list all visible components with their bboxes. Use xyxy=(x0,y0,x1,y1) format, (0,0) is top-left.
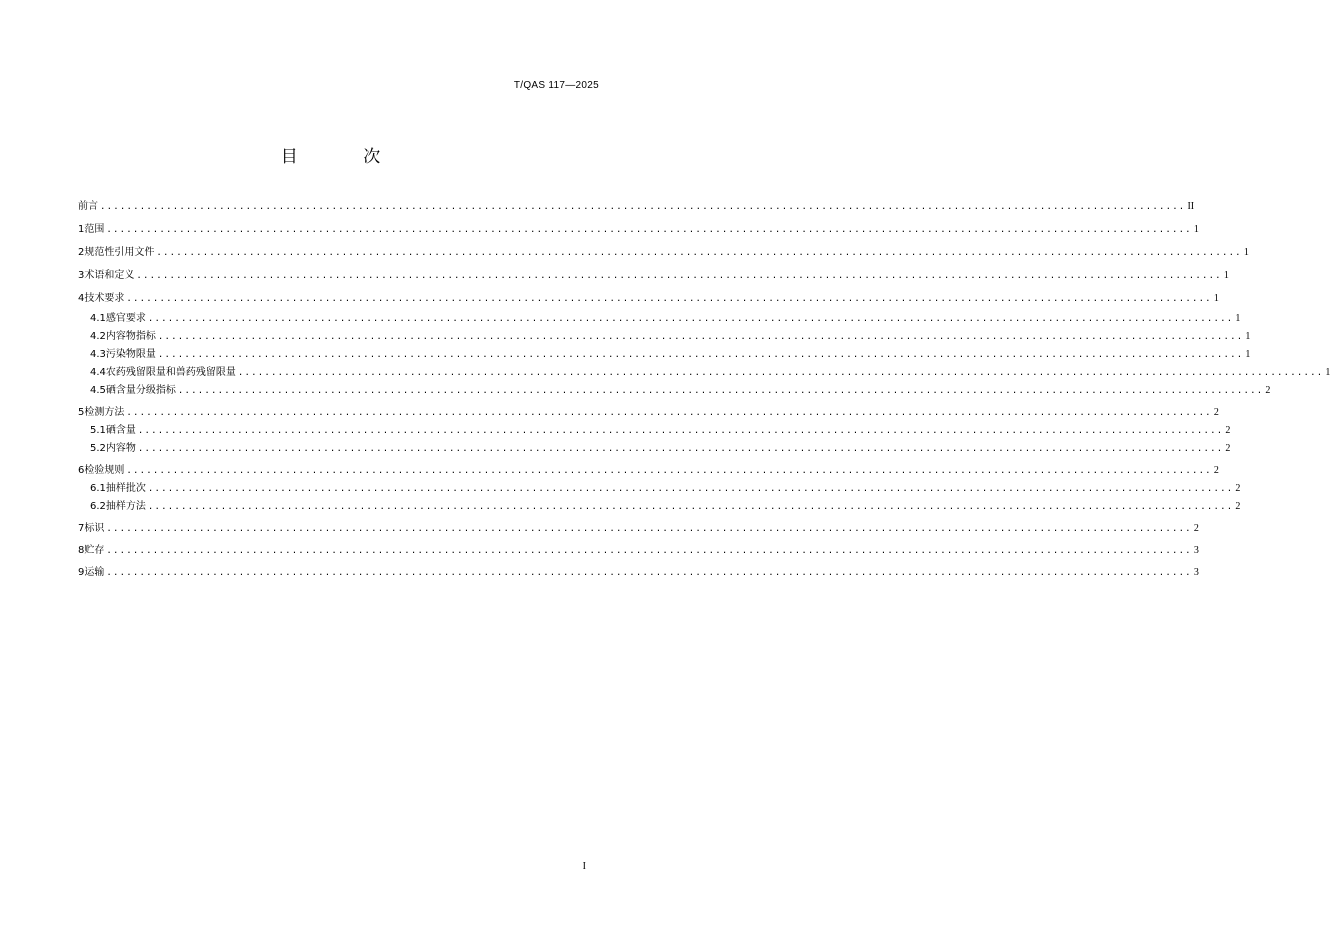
toc-entry[interactable] xyxy=(78,224,1199,236)
toc-entry-page: 1 xyxy=(1223,270,1229,281)
toc-entry[interactable] xyxy=(78,407,1219,419)
table-of-contents xyxy=(78,201,1330,579)
toc-entry-label: 抽样批次 xyxy=(105,483,146,494)
toc-entry-number: 5.2 xyxy=(90,443,106,454)
toc-entry[interactable] xyxy=(78,331,1251,343)
toc-entry-page: 2 xyxy=(1265,385,1271,396)
toc-entry-number: 4 xyxy=(78,293,85,304)
toc-entry-label: 范围 xyxy=(84,224,105,235)
toc-entry-page: 2 xyxy=(1225,443,1231,454)
toc-entry[interactable] xyxy=(78,270,1229,282)
toc-entry-page: 2 xyxy=(1225,425,1231,436)
page-title: 目 次 xyxy=(280,147,411,167)
toc-entry-label: 硒含量分级指标 xyxy=(105,385,176,396)
toc-entry-number: 5.1 xyxy=(90,425,106,436)
toc-entry-page: 1 xyxy=(1243,247,1249,258)
toc-entry-page: 3 xyxy=(1193,545,1199,556)
toc-leader-dots: .................................................................................................................................................................... xyxy=(126,408,1212,418)
toc-entry-page: 2 xyxy=(1235,501,1241,512)
toc-entry-page: 2 xyxy=(1193,523,1199,534)
toc-entry-label: 运输 xyxy=(84,567,105,578)
toc-entry-page: 2 xyxy=(1235,483,1241,494)
toc-leader-dots: .................................................................................................................................................................... xyxy=(126,294,1212,304)
toc-entry-page: 1 xyxy=(1325,367,1330,378)
toc-entry-number: 4.1 xyxy=(90,313,106,324)
toc-leader-dots: .................................................................................................................................................................... xyxy=(177,386,1264,396)
toc-entry-page: II xyxy=(1187,201,1195,212)
toc-leader-dots: .................................................................................................................................................................... xyxy=(147,314,1234,324)
toc-leader-dots: .................................................................................................................................................................... xyxy=(137,426,1224,436)
toc-entry-page: 1 xyxy=(1235,313,1241,324)
toc-entry[interactable] xyxy=(78,313,1241,325)
toc-leader-dots: .................................................................................................................................................................... xyxy=(137,444,1224,454)
toc-entry-number: 6 xyxy=(78,465,85,476)
toc-entry-label: 感官要求 xyxy=(105,313,146,324)
toc-entry-number: 8 xyxy=(78,545,85,556)
page-number: I xyxy=(582,861,586,872)
toc-leader-dots: .................................................................................................................................................................... xyxy=(106,568,1192,578)
toc-leader-dots: .................................................................................................................................................................... xyxy=(147,484,1234,494)
toc-entry-label: 硒含量 xyxy=(105,425,136,436)
toc-entry-label: 农药残留限量和兽药残留限量 xyxy=(105,367,236,378)
toc-entry[interactable] xyxy=(78,367,1330,379)
toc-entry-number: 2 xyxy=(78,247,85,258)
toc-entry[interactable] xyxy=(78,523,1199,535)
toc-leader-dots: .................................................................................................................................................................... xyxy=(237,368,1324,378)
toc-entry-label: 技术要求 xyxy=(84,293,125,304)
toc-entry-number: 4.3 xyxy=(90,349,106,360)
toc-entry-number: 4.5 xyxy=(90,385,106,396)
toc-entry-number: 3 xyxy=(78,270,85,281)
toc-leader-dots: .................................................................................................................................................................... xyxy=(106,524,1192,534)
toc-entry-label: 前言 xyxy=(78,201,98,212)
toc-entry[interactable] xyxy=(78,545,1199,557)
toc-leader-dots: .................................................................................................................................................................... xyxy=(106,546,1192,556)
toc-entry-label: 污染物限量 xyxy=(105,349,156,360)
toc-entry-label: 检验规则 xyxy=(84,465,125,476)
toc-leader-dots: .................................................................................................................................................................... xyxy=(100,202,1186,212)
toc-entry-label: 抽样方法 xyxy=(105,501,146,512)
toc-entry[interactable] xyxy=(78,443,1231,455)
toc-entry-label: 内容物指标 xyxy=(105,331,156,342)
toc-entry-number: 9 xyxy=(78,567,85,578)
toc-leader-dots: .................................................................................................................................................................... xyxy=(157,350,1244,360)
toc-entry-page: 1 xyxy=(1193,224,1199,235)
toc-entry-label: 规范性引用文件 xyxy=(84,247,155,258)
toc-leader-dots: .................................................................................................................................................................... xyxy=(136,271,1222,281)
toc-leader-dots: .................................................................................................................................................................... xyxy=(126,466,1212,476)
toc-entry-page: 1 xyxy=(1245,349,1251,360)
toc-entry-label: 内容物 xyxy=(105,443,136,454)
toc-entry-number: 7 xyxy=(78,523,85,534)
toc-entry-label: 贮存 xyxy=(84,545,105,556)
toc-entry[interactable] xyxy=(78,483,1241,495)
toc-entry-number: 4.2 xyxy=(90,331,106,342)
toc-entry-page: 1 xyxy=(1245,331,1251,342)
toc-entry-number: 4.4 xyxy=(90,367,106,378)
toc-entry-label: 标识 xyxy=(84,523,105,534)
toc-leader-dots: .................................................................................................................................................................... xyxy=(147,502,1234,512)
toc-entry-number: 5 xyxy=(78,407,85,418)
doc-code: T/QAS 117—2025 xyxy=(513,80,599,91)
toc-entry-page: 2 xyxy=(1213,407,1219,418)
toc-entry[interactable] xyxy=(78,567,1199,579)
toc-entry-number: 1 xyxy=(78,224,85,235)
toc-leader-dots: .................................................................................................................................................................... xyxy=(106,225,1192,235)
toc-entry-label: 检测方法 xyxy=(84,407,125,418)
toc-entry[interactable] xyxy=(78,247,1249,259)
toc-entry[interactable] xyxy=(78,465,1219,477)
toc-entry-number: 6.1 xyxy=(90,483,106,494)
toc-entry[interactable] xyxy=(78,425,1231,437)
toc-entry[interactable] xyxy=(78,349,1251,361)
toc-entry[interactable] xyxy=(78,293,1219,305)
toc-entry-label: 术语和定义 xyxy=(84,270,135,281)
toc-entry-page: 2 xyxy=(1213,465,1219,476)
toc-entry-number: 6.2 xyxy=(90,501,106,512)
toc-leader-dots: .................................................................................................................................................................... xyxy=(157,332,1244,342)
toc-entry-page: 1 xyxy=(1213,293,1219,304)
toc-entry[interactable] xyxy=(78,385,1271,397)
toc-entry[interactable] xyxy=(78,201,1195,213)
toc-entry-page: 3 xyxy=(1193,567,1199,578)
toc-entry[interactable] xyxy=(78,501,1241,513)
toc-leader-dots: .................................................................................................................................................................... xyxy=(156,248,1242,258)
